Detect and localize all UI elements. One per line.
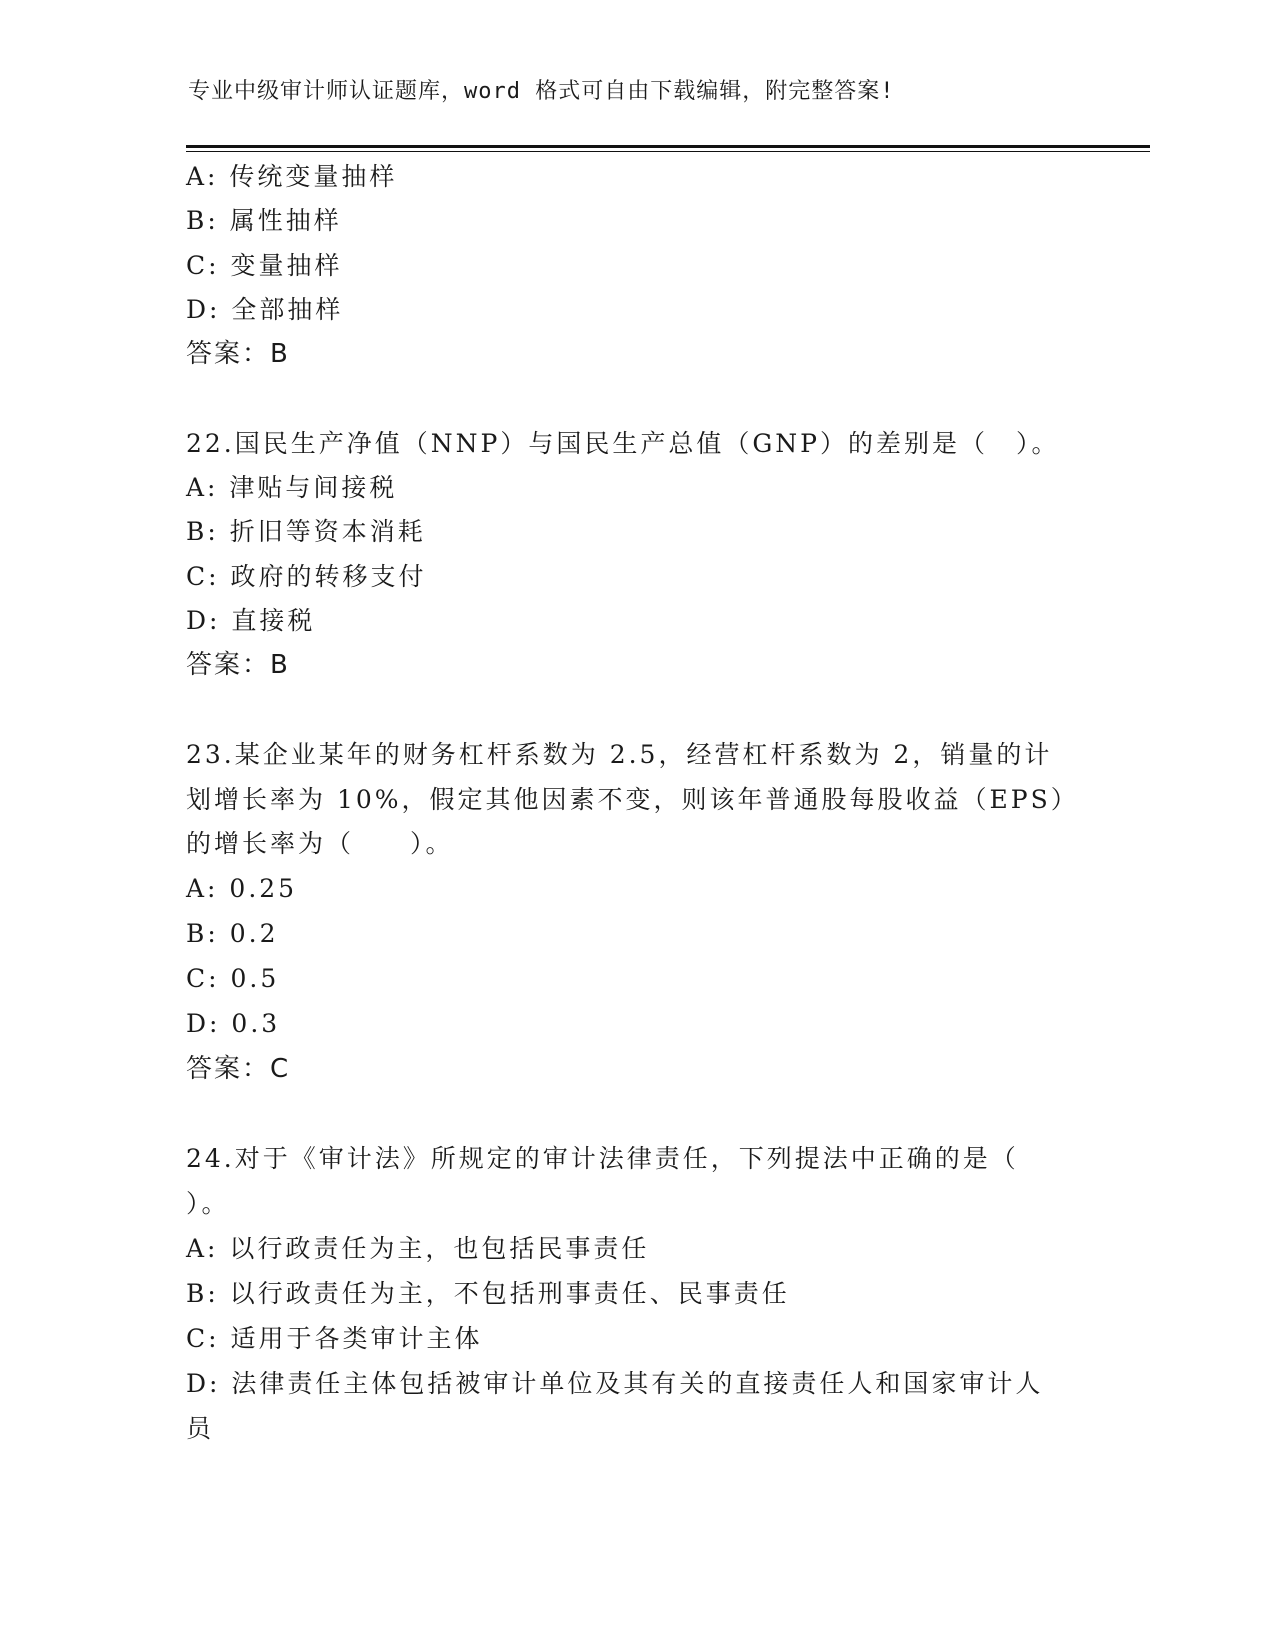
- q21-option-a: A: 传统变量抽样: [186, 162, 398, 191]
- q23-stem-line-1: 23.某企业某年的财务杠杆系数为 2.5，经营杠杆系数为 2，销量的计: [186, 740, 1053, 769]
- header-rule-thin: [186, 151, 1150, 152]
- q24-option-d-line-2: 员: [186, 1414, 215, 1443]
- q22-stem: 22.国民生产净值（NNP）与国民生产总值（GNP）的差别是（ ）。: [186, 429, 1060, 458]
- q22-answer: 答案：B: [186, 650, 290, 680]
- header-rule-thick: [186, 145, 1150, 148]
- q24-stem-line-1: 24.对于《审计法》所规定的审计法律责任，下列提法中正确的是（: [186, 1144, 1019, 1173]
- q23-answer: 答案：C: [186, 1054, 291, 1084]
- q23-option-b: B: 0.2: [186, 919, 279, 948]
- q22-option-a: A: 津贴与间接税: [186, 473, 398, 502]
- q21-answer: 答案：B: [186, 339, 290, 369]
- q22-option-d: D: 直接税: [186, 606, 316, 635]
- q22-option-c: C: 政府的转移支付: [186, 562, 427, 591]
- q21-option-d: D: 全部抽样: [186, 295, 344, 324]
- q22-option-b: B: 折旧等资本消耗: [186, 517, 426, 546]
- q21-option-c: C: 变量抽样: [186, 251, 343, 280]
- q23-stem-line-2: 划增长率为 10%，假定其他因素不变，则该年普通股每股收益（EPS）: [186, 785, 1079, 814]
- q23-option-c: C: 0.5: [186, 964, 280, 993]
- q23-option-d: D: 0.3: [186, 1009, 281, 1038]
- q21-option-b: B: 属性抽样: [186, 206, 342, 235]
- page-header-text: 专业中级审计师认证题库，word 格式可自由下载编辑，附完整答案!: [188, 79, 895, 104]
- q24-stem-line-2: ）。: [186, 1189, 230, 1218]
- q24-option-a: A: 以行政责任为主，也包括民事责任: [186, 1234, 650, 1263]
- q23-stem-line-3: 的增长率为（ ）。: [186, 829, 454, 858]
- q23-option-a: A: 0.25: [186, 874, 298, 903]
- q24-option-d-line-1: D: 法律责任主体包括被审计单位及其有关的直接责任人和国家审计人: [186, 1369, 1044, 1398]
- q24-option-b: B: 以行政责任为主，不包括刑事责任、民事责任: [186, 1279, 790, 1308]
- q24-option-c: C: 适用于各类审计主体: [186, 1324, 483, 1353]
